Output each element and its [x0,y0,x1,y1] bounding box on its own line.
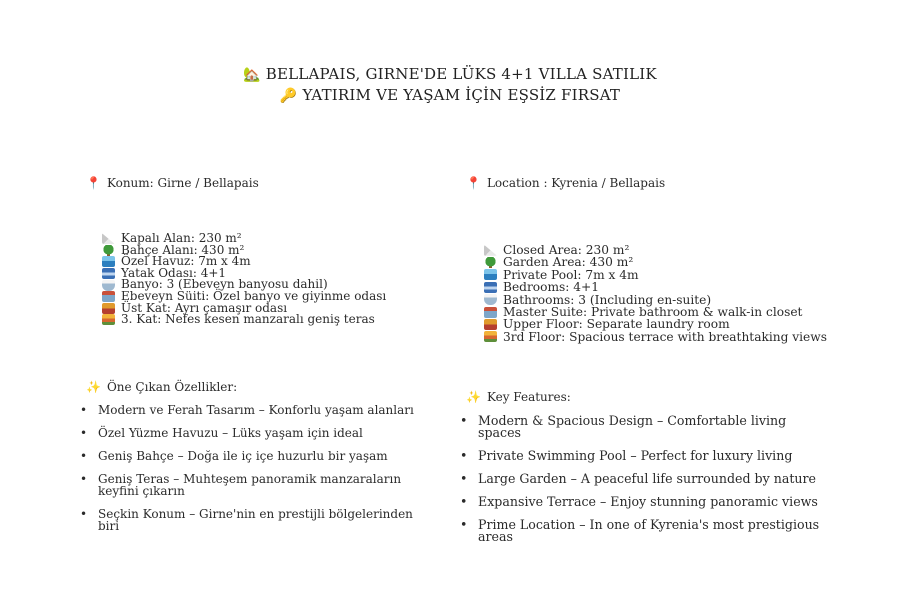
spec-text: Kapalı Alan: 230 m² [121,231,242,245]
title-line-1 [0,64,900,85]
title-text-2: YATIRIM VE YAŞAM İÇİN EŞSİZ FIRSAT [302,86,621,104]
pin-icon: 📍 [86,176,101,190]
terrace-icon [102,314,115,325]
house-icon: 🏡 [243,67,261,83]
spec-text: Bahçe Alanı: 430 m² [121,242,245,257]
spec-item [484,318,827,330]
spec-text: Özel Havuz: 7m x 4m [121,254,251,269]
feature-item: • Large Garden – A peaceful life surrounded by nature [460,473,820,485]
sparkles-icon: ✨ [86,380,101,394]
page-title [0,64,900,106]
ruler-triangle-icon [102,233,115,244]
spec-text: 3. Kat: Nefes kesen manzaralı geniş teras [121,312,375,327]
feature-item: • Seçkin Konum – Girne'nin en prestijli bölgelerinden biri [80,508,430,532]
tree-icon [484,257,497,268]
spec-list-tr [102,233,386,326]
location-text-en: Location : Kyrenia / Bellapais [486,176,666,190]
location-text-tr: Konum: Girne / Bellapais [106,176,259,190]
feature-item: • Expansive Terrace – Enjoy stunning panoramic views [460,496,820,508]
pool-icon [102,256,115,267]
spec-text: Banyo: 3 (Ebeveyn banyosu dahil) [121,277,328,292]
terrace-icon [484,331,497,342]
feature-item: • Prime Location – In one of Kyrenia's most prestigious areas [460,519,820,543]
features-title-tr: Öne Çıkan Özellikler: [106,380,238,394]
spec-item [484,281,827,293]
spec-text: Garden Area: 430 m² [503,255,634,270]
spec-text: Bedrooms: 4+1 [503,280,599,295]
bed-icon [484,282,497,293]
spec-text: 3rd Floor: Spacious terrace with breathtaking views [503,329,827,344]
spec-text: Private Pool: 7m x 4m [503,267,639,282]
spec-item [484,331,827,343]
features-heading-tr [86,380,237,394]
feature-item: • Modern & Spacious Design – Comfortable living spaces [460,415,820,439]
spec-text: Yatak Odası: 4+1 [121,265,227,280]
feature-item: • Özel Yüzme Havuzu – Lüks yaşam için ideal [80,427,430,439]
sparkles-icon: ✨ [466,390,481,404]
laundry-icon [102,303,115,314]
spec-text: Üst Kat: Ayrı çamaşır odası [121,300,288,315]
laundry-icon [484,319,497,330]
spec-text: Upper Floor: Separate laundry room [503,317,730,332]
bed-icon [102,268,115,279]
spec-item [102,314,386,326]
suite-icon [484,307,497,318]
pin-icon: 📍 [466,176,481,190]
feature-item: • Geniş Teras – Muhteşem panoramik manzaraların keyfini çıkarın [80,473,430,497]
location-tr [86,176,259,190]
spec-item [484,256,827,268]
suite-icon [102,291,115,302]
tree-icon [102,245,115,256]
bathtub-icon [484,294,497,305]
feature-item: • Modern ve Ferah Tasarım – Konforlu yaşam alanları [80,404,430,416]
feature-list-en [460,415,820,554]
ruler-triangle-icon [484,245,497,256]
spec-list-en [484,244,827,343]
feature-list-tr [80,404,430,543]
title-line-2 [0,85,900,106]
feature-item: • Geniş Bahçe – Doğa ile iç içe huzurlu bir yaşam [80,450,430,462]
spec-text: Closed Area: 230 m² [503,243,630,257]
spec-text: Ebeveyn Süiti: Özel banyo ve giyinme odası [121,288,387,303]
key-icon: 🔑 [279,88,298,104]
features-title-en: Key Features: [486,390,571,404]
feature-item: • Private Swimming Pool – Perfect for luxury living [460,450,820,462]
bathtub-icon [102,280,115,291]
pool-icon [484,269,497,280]
title-text-1: BELLAPAIS, GIRNE'DE LÜKS 4+1 VILLA SATILIK [265,65,657,83]
location-en [466,176,665,190]
spec-text: Bathrooms: 3 (Including en-suite) [503,292,712,307]
spec-text: Master Suite: Private bathroom & walk-in closet [503,304,803,319]
features-heading-en [466,390,571,404]
